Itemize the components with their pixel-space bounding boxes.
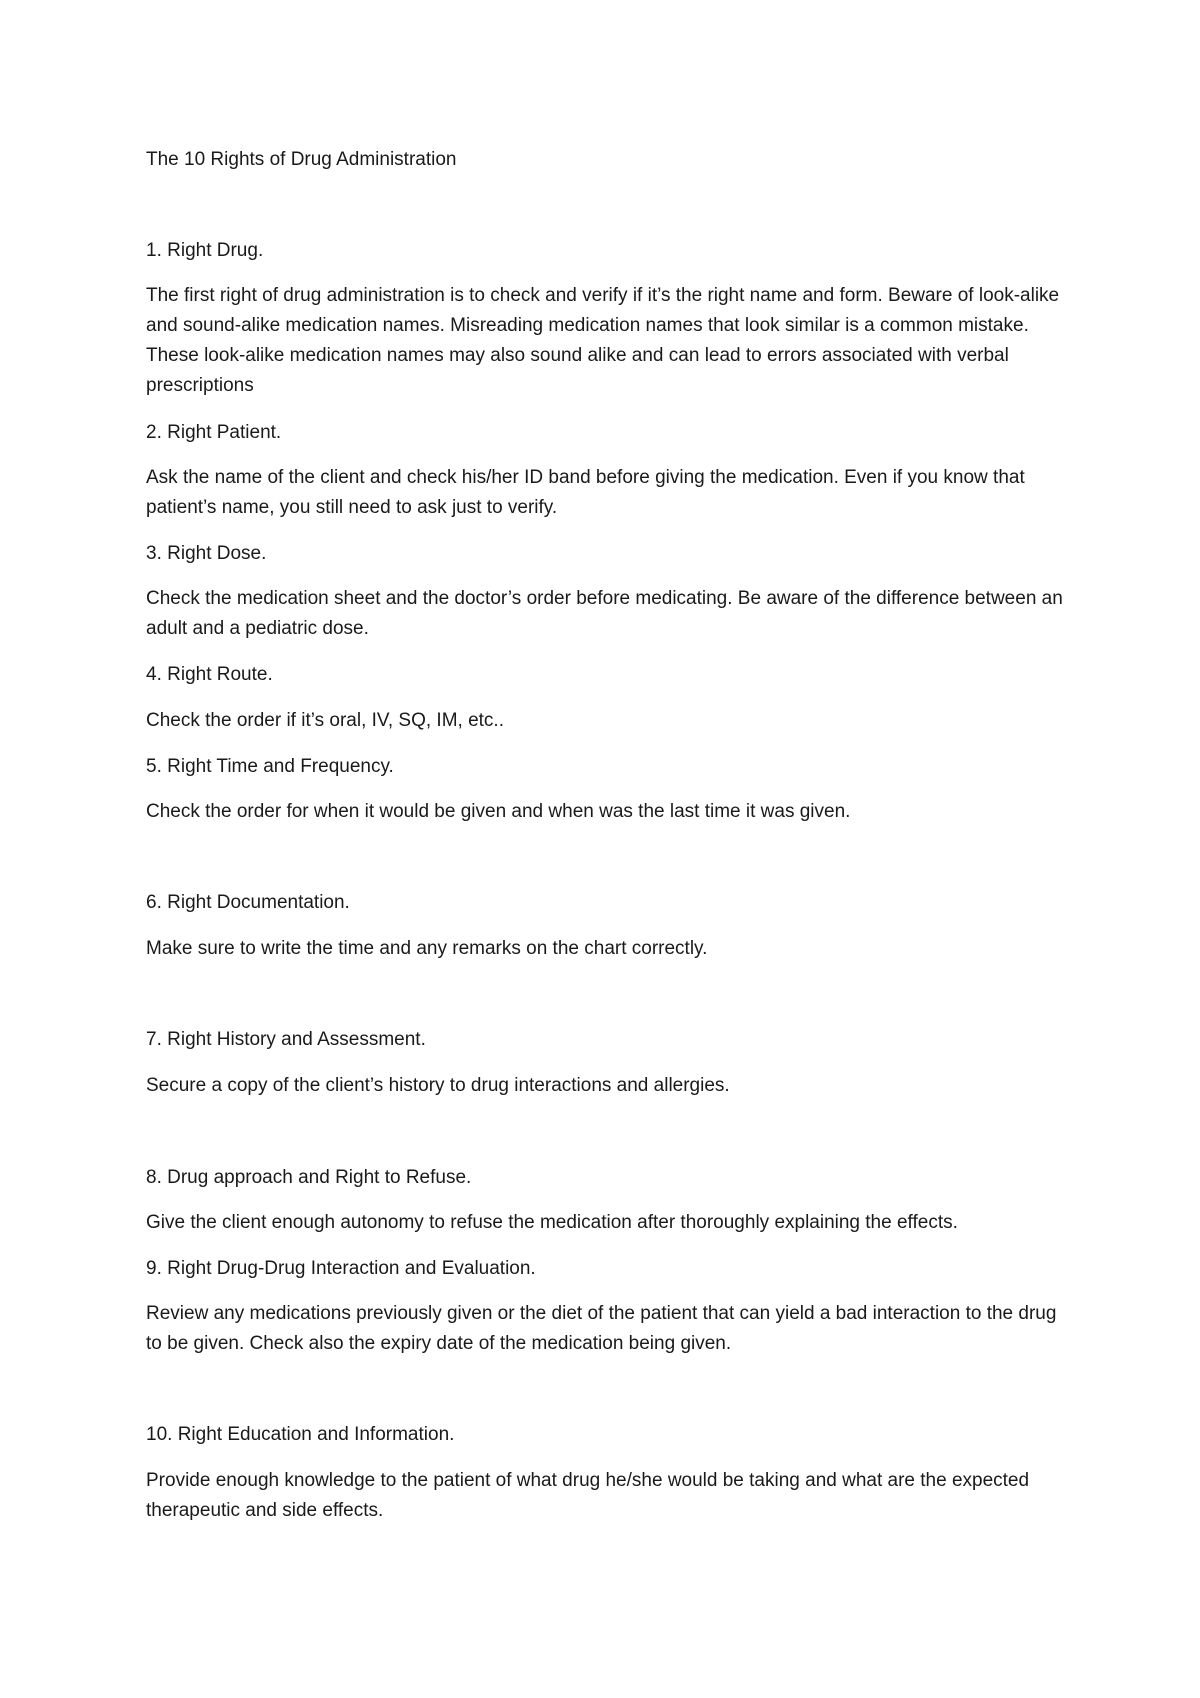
- section-heading: 5. Right Time and Frequency.: [146, 756, 394, 777]
- section-heading: 7. Right History and Assessment.: [146, 1029, 426, 1050]
- document-title: The 10 Rights of Drug Administration: [146, 149, 457, 170]
- section-body: Give the client enough autonomy to refuse the medication after thoroughly explaining the effects.: [146, 1212, 958, 1233]
- section-heading: 1. Right Drug.: [146, 240, 264, 261]
- section-body: Ask the name of the client and check his/her ID band before giving the medication. Even if you know that patient’s name, you still need to ask just to verify.: [146, 467, 1025, 518]
- section-heading: 2. Right Patient.: [146, 422, 282, 443]
- section-body: Check the medication sheet and the doctor’s order before medicating. Be aware of the difference between an adult and a pediatric dose.: [146, 588, 1063, 639]
- section-heading: 10. Right Education and Information.: [146, 1424, 455, 1445]
- section-body: Review any medications previously given or the diet of the patient that can yield a bad interaction to the drug to be given. Check also the expiry date of the medication being given.: [146, 1303, 1057, 1354]
- section-heading: 8. Drug approach and Right to Refuse.: [146, 1167, 472, 1188]
- section-body: Secure a copy of the client’s history to drug interactions and allergies.: [146, 1075, 730, 1096]
- section-body: The first right of drug administration is to check and verify if it’s the right name and form. Beware of look-alike and sound-alike medication names. Misreading medication names that look similar is a common mistake. These look-alike medication names may also sound alike and can lead to errors associated with verbal prescriptions: [146, 285, 1060, 396]
- section-body: Make sure to write the time and any remarks on the chart correctly.: [146, 938, 708, 959]
- section-body: Provide enough knowledge to the patient of what drug he/she would be taking and what are the expected therapeutic and side effects.: [146, 1470, 1030, 1521]
- section-heading: 4. Right Route.: [146, 664, 273, 685]
- section-heading: 6. Right Documentation.: [146, 892, 350, 913]
- section-body: Check the order if it’s oral, IV, SQ, IM, etc..: [146, 710, 504, 731]
- section-heading: 3. Right Dose.: [146, 543, 267, 564]
- section-heading: 9. Right Drug-Drug Interaction and Evaluation.: [146, 1258, 536, 1279]
- section-body: Check the order for when it would be given and when was the last time it was given.: [146, 801, 851, 822]
